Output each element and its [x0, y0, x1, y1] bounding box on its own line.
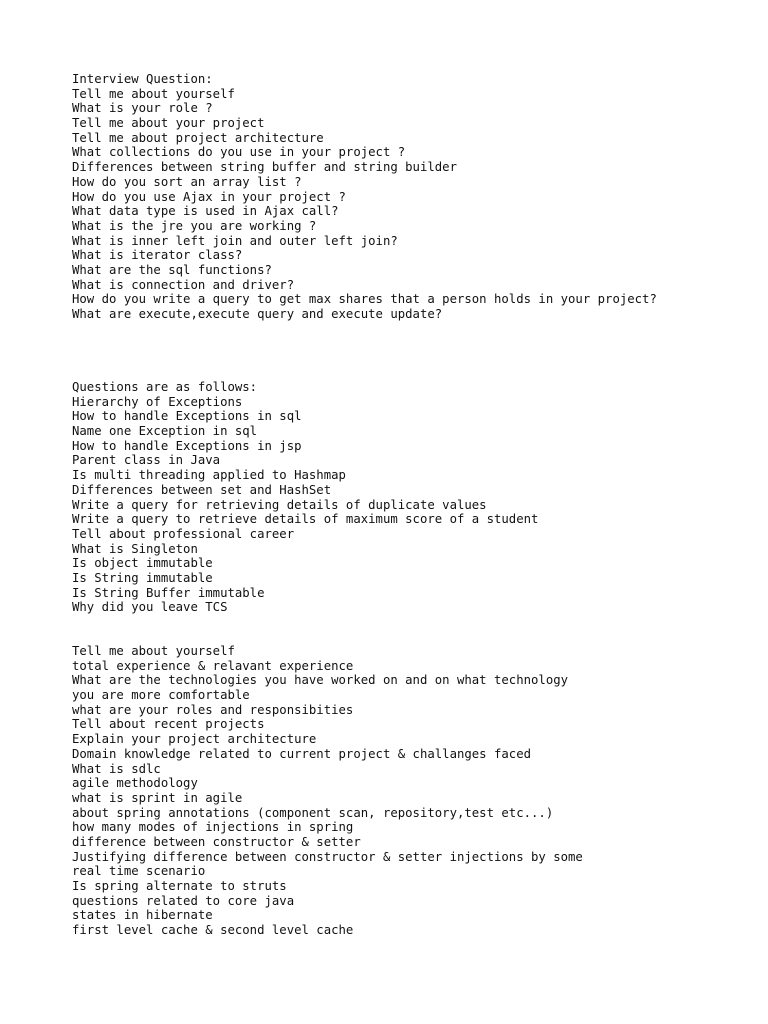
text-line: What are the sql functions? [72, 262, 272, 277]
text-line: Is String Buffer immutable [72, 585, 265, 600]
text-line: Tell me about your project [72, 116, 265, 131]
text-line: What is iterator class? [72, 248, 243, 263]
text-line: Parent class in Java [72, 453, 221, 468]
text-line: How do you write a query to get max shares that a person holds in your project? [72, 292, 657, 307]
questions-section [72, 380, 538, 615]
text-line: Interview Question: [72, 72, 213, 86]
text-line: first level cache & second level cache [72, 923, 354, 938]
text-line: what are your roles and responsibities [72, 702, 354, 717]
text-line: Tell me about yourself [72, 86, 235, 101]
text-line: Name one Exception in sql [72, 424, 258, 439]
text-line: Domain knowledge related to current project & challanges faced [72, 746, 532, 761]
text-line: Write a query for retrieving details of duplicate values [72, 497, 487, 512]
text-line: you are more comfortable [72, 688, 250, 703]
text-line: Is object immutable [72, 556, 213, 571]
text-line: Tell me about yourself [72, 644, 235, 658]
interview-question-section [72, 72, 657, 322]
text-line: questions related to core java [72, 893, 295, 908]
text-line: how many modes of injections in spring [72, 820, 354, 835]
text-line: What is connection and driver? [72, 277, 295, 292]
text-line: Tell about recent projects [72, 717, 265, 732]
text-line: agile methodology [72, 776, 198, 791]
text-line: What is the jre you are working ? [72, 218, 317, 233]
text-line: real time scenario [72, 864, 206, 879]
text-line: Tell me about project architecture [72, 130, 324, 145]
text-line: What are the technologies you have worked on and on what technology [72, 673, 569, 688]
text-line: What is inner left join and outer left join? [72, 233, 398, 248]
text-line: Differences between set and HashSet [72, 482, 332, 497]
text-line: about spring annotations (component scan, repository,test etc...) [72, 805, 554, 820]
text-line: How do you use Ajax in your project ? [72, 189, 346, 204]
text-line: Is spring alternate to struts [72, 879, 287, 893]
text-line: Explain your project architecture [72, 732, 317, 747]
text-line: Why did you leave TCS [72, 600, 228, 615]
text-line: total experience & relavant experience [72, 658, 354, 673]
text-line: states in hibernate [72, 908, 213, 923]
text-line: What are execute,execute query and execute update? [72, 307, 443, 321]
text-line: How do you sort an array list ? [72, 174, 302, 189]
text-line: Questions are as follows: [72, 380, 258, 394]
text-line: What collections do you use in your project ? [72, 145, 406, 160]
text-line: How to handle Exceptions in sql [72, 409, 302, 424]
text-line: What data type is used in Ajax call? [72, 204, 339, 219]
text-line: difference between constructor & setter [72, 834, 361, 849]
text-line: Justifying difference between constructor & setter injections by some [72, 849, 583, 864]
text-line: Write a query to retrieve details of maximum score of a student [72, 512, 539, 527]
text-line: Tell about professional career [72, 526, 295, 541]
text-line: What is sdlc [72, 761, 161, 776]
technical-questions-section [72, 644, 583, 938]
text-line: Differences between string buffer and string builder [72, 160, 457, 175]
text-line: What is Singleton [72, 541, 198, 556]
text-line: How to handle Exceptions in jsp [72, 438, 302, 453]
text-line: Is String immutable [72, 570, 213, 585]
text-line: Is multi threading applied to Hashmap [72, 468, 346, 483]
text-line: Hierarchy of Exceptions [72, 394, 243, 409]
text-line: what is sprint in agile [72, 790, 243, 805]
text-line: What is your role ? [72, 101, 213, 116]
